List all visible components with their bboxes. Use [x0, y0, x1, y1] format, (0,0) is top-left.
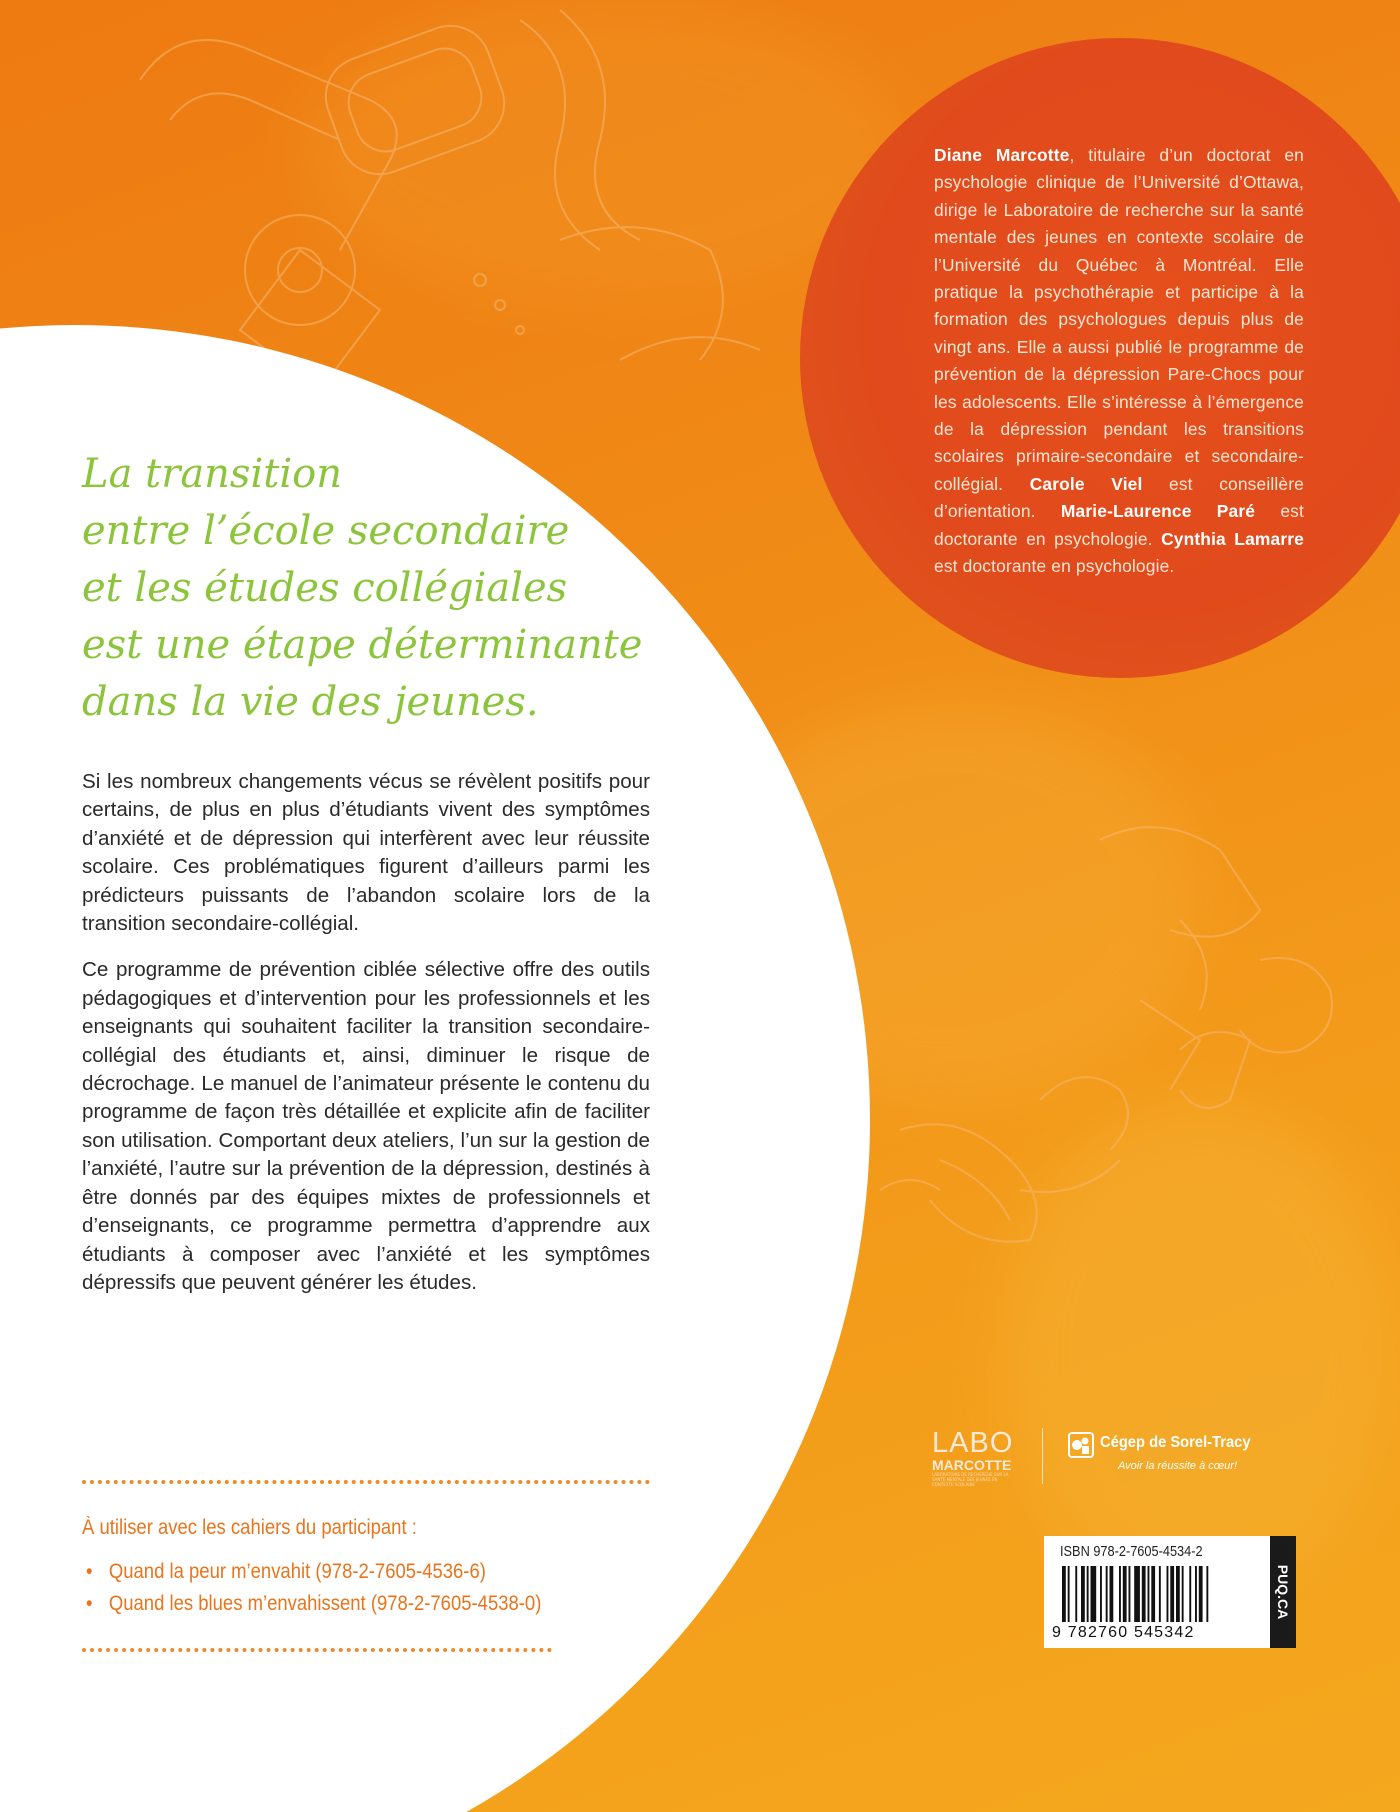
barcode-bar	[1134, 1566, 1140, 1622]
barcode-bar	[1123, 1566, 1127, 1622]
barcode-bar	[1129, 1566, 1131, 1622]
author-name: Cynthia Lamarre	[1161, 528, 1304, 549]
labo-subtitle: LABORATOIRE DE RECHERCHE SUR LA SANTÉ MENTALE DES JEUNES EN CONTEXTE SCOLAIRE	[932, 1472, 1009, 1487]
barcode-bar	[1087, 1566, 1089, 1622]
isbn-label: ISBN 978-2-7605-4534-2	[1060, 1544, 1203, 1560]
barcode-bar	[1062, 1566, 1066, 1622]
usage-item	[86, 1556, 541, 1588]
description-paragraph: Ce programme de prévention ciblée sélective offre des outils pédagogiques et d’intervention pour les professionnels et les enseignants qui souhaitent faciliter la transition secondaire-collégial des étudiants et, ainsi, diminuer le risque de décrochage. Le manuel de l’animateur présente le contenu du programme de façon très détaillée et explicite afin de faciliter son utilisation. Comportant deux ateliers, l’un sur la gestion de l’anxiété, l’autre sur la prévention de la dépression, destinés à être donnés par des équipes mixtes de professionnels et d’enseignants, ce programme permettra d’apprendre aux étudiants à composer avec l’anxiété et les symptômes dépressifs que peuvent générer les études.	[82, 958, 650, 1294]
barcode-bar	[1159, 1566, 1161, 1622]
barcode-bar	[1091, 1566, 1097, 1622]
logo-divider	[1042, 1428, 1043, 1484]
barcode-icon	[1062, 1566, 1254, 1622]
barcode-bar	[1081, 1566, 1085, 1622]
tagline-line: est une étape déterminante	[82, 622, 643, 668]
usage-item-text: Quand la peur m’envahit (978-2-7605-4536-6)	[108, 1560, 486, 1583]
author-name: Carole Viel	[1029, 473, 1143, 494]
barcode-bar	[1195, 1566, 1197, 1622]
barcode-bar	[1206, 1566, 1208, 1622]
barcode-bar	[1148, 1566, 1150, 1622]
barcode-box	[1044, 1536, 1270, 1648]
barcode-bar	[1106, 1566, 1108, 1622]
tagline-line: et les études collégiales	[82, 565, 568, 611]
barcode-bar	[1182, 1566, 1184, 1622]
barcode-bar	[1110, 1566, 1114, 1622]
description	[82, 768, 650, 1315]
barcode-bar	[1068, 1566, 1070, 1622]
tagline-line: La transition	[82, 451, 342, 497]
barcode-bar	[1075, 1566, 1077, 1622]
publisher-label: PUQ.CA	[1275, 1564, 1291, 1620]
author-name: Marie-Laurence Paré	[1060, 501, 1256, 522]
barcode-digits: 9 782760 545342	[1052, 1624, 1195, 1641]
publisher-tab	[1270, 1536, 1296, 1648]
author-bio	[934, 142, 1304, 581]
cegep-sorel-tracy-logo	[1068, 1432, 1288, 1492]
labo-word: LABO	[932, 1427, 1014, 1459]
usage-item	[86, 1588, 541, 1620]
tagline-line: entre l’école secondaire	[82, 508, 570, 554]
tagline	[82, 446, 702, 731]
usage-list	[86, 1556, 603, 1620]
bio-text: est doctorante en psychologie.	[934, 501, 1304, 549]
cegep-tagline: Avoir la réussite à cœur!	[1118, 1460, 1238, 1472]
description-paragraph: Si les nombreux changements vécus se révèlent positifs pour certains, de plus en plus d’étudiants vivent des symptômes d’anxiété et de dépression qui interfèrent avec leur réussite scolaire. Ces problématiques figurent d’ailleurs parmi les prédicteurs puissants de l’abandon scolaire lors de la transition secondaire-collégial.	[82, 770, 650, 936]
barcode-bar	[1167, 1566, 1169, 1622]
barcode-bar	[1170, 1566, 1174, 1622]
cegep-emblem-icon	[1068, 1432, 1094, 1458]
dotted-divider	[82, 1480, 650, 1484]
bullet-icon: •	[86, 1560, 93, 1583]
barcode-bar	[1119, 1566, 1121, 1622]
background-mottle	[1000, 1100, 1400, 1600]
background-mottle	[300, 0, 900, 300]
bullet-icon: •	[86, 1592, 93, 1615]
barcode-bar	[1151, 1566, 1155, 1622]
barcode-bar	[1199, 1566, 1203, 1622]
bio-text: , titulaire d’un doctorat en psychologie clinique de l’Université d’Ottawa, dirige le Laboratoire de recherche sur la santé mentale des jeunes en contexte scolaire de l’Université du Québec à Montréal. Elle pratique la psychothérapie et participe à la formation des psychologues depuis plus de vingt ans. Elle a aussi publié le programme de prévention de la dépression Pare-Chocs pour les adolescents. Elle s’intéresse à l’émergence de la dépression pendant les transitions scolaires primaire-secondaire et secondaire-collégial.	[934, 145, 1304, 494]
bio-text: est doctorante en psychologie.	[934, 556, 1175, 577]
usage-item-text: Quand les blues m’envahissent (978-2-7605-4538-0)	[108, 1592, 542, 1615]
labo-name: MARCOTTE	[932, 1457, 1012, 1473]
usage-title: À utiliser avec les cahiers du participant :	[82, 1516, 417, 1539]
labo-marcotte-logo	[932, 1428, 1022, 1488]
barcode-bar	[1189, 1566, 1191, 1622]
tagline-line: dans la vie des jeunes.	[82, 679, 539, 725]
barcode-bar	[1100, 1566, 1102, 1622]
barcode-bar	[1142, 1566, 1146, 1622]
cegep-name: Cégep de Sorel-Tracy	[1100, 1434, 1251, 1451]
dotted-divider	[82, 1648, 552, 1652]
barcode-bar	[1176, 1566, 1180, 1622]
bio-text: est conseillère d’orientation.	[934, 473, 1304, 522]
author-name: Diane Marcotte	[934, 145, 1070, 165]
